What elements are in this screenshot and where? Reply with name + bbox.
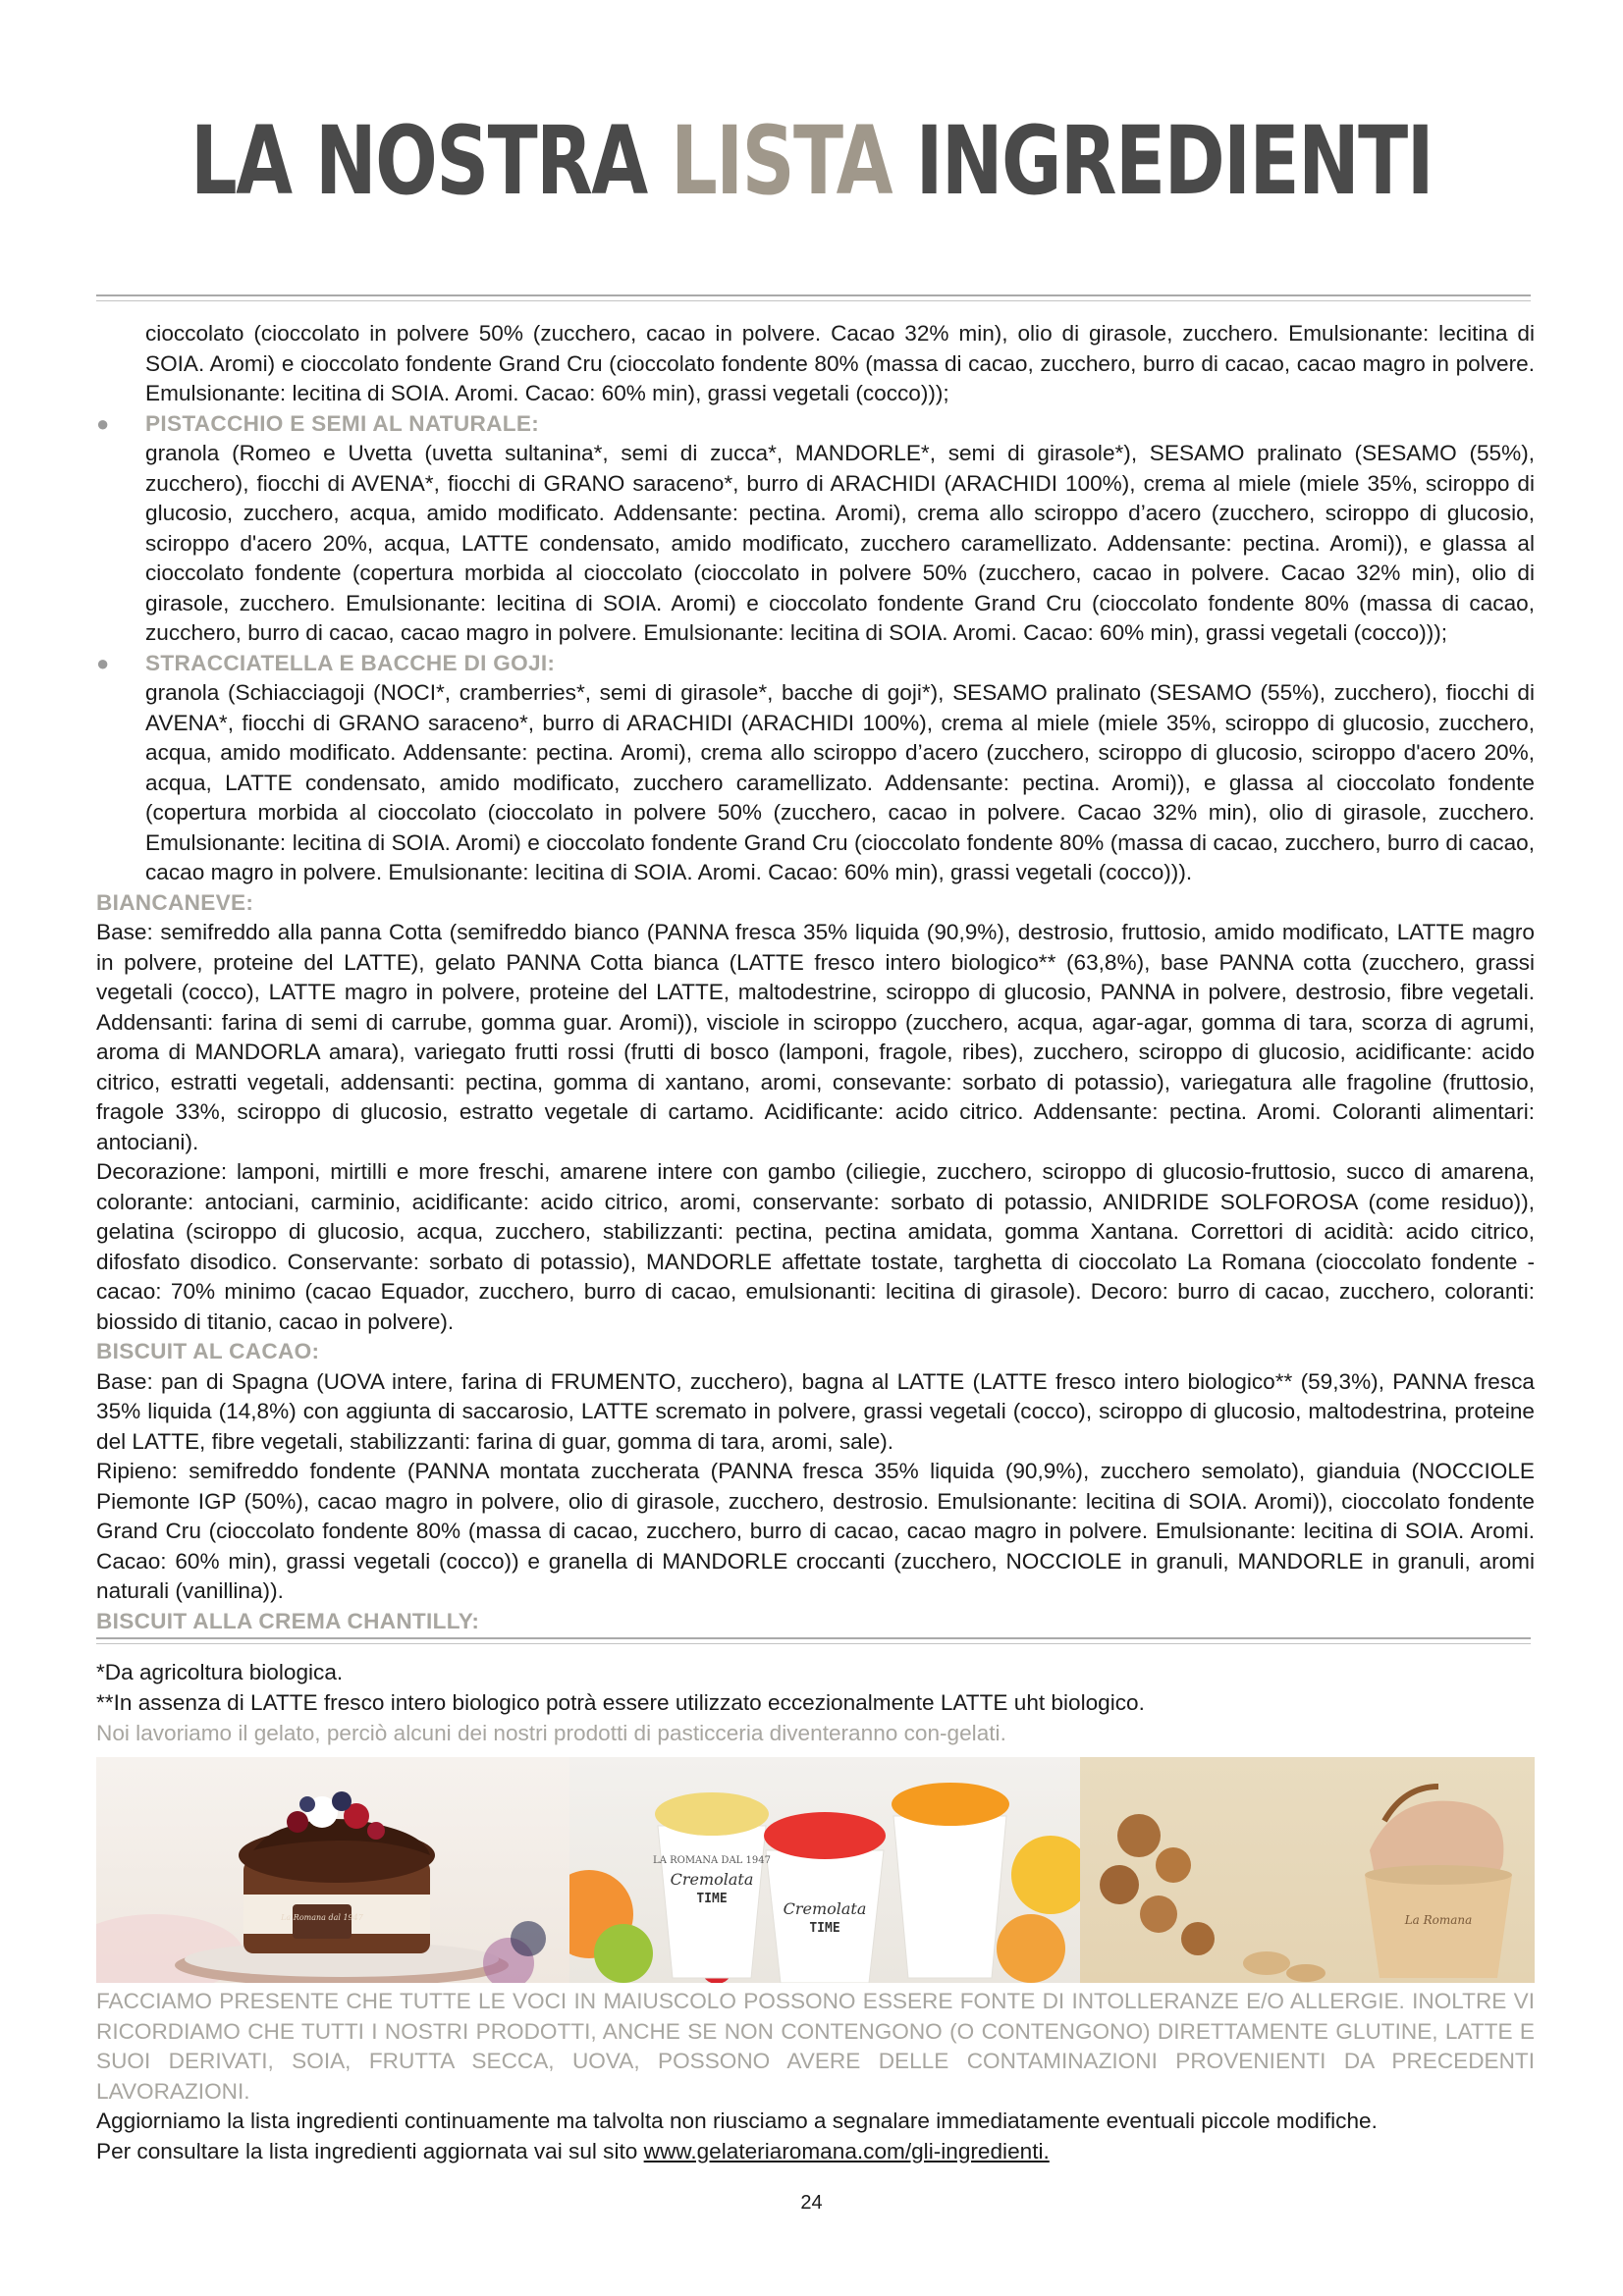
ingredients-content bbox=[96, 319, 1535, 1636]
bullet-icon: ● bbox=[96, 650, 110, 675]
cup-mid-label: Cremolata bbox=[783, 1899, 867, 1918]
update-note: Aggiorniamo la lista ingredienti continuamente ma talvolta non riusciamo a segnalare immediatamente eventuali piccole modifiche. bbox=[96, 2109, 1378, 2133]
footer-notice bbox=[96, 1987, 1535, 2166]
allergen-notice: FACCIAMO PRESENTE CHE TUTTE LE VOCI IN MAIUSCOLO POSSONO ESSERE FONTE DI INTOLLERANZE E/O ALLERGIE. INOLTRE VI RICORDIAMO CHE TUTTI I NOSTRI PRODOTTI, ANCHE SE NON CONTENGONO (O CONTENGONO) DIRETTAMENTE GLUTINE, LATTE E SUOI DERIVATI, SOIA, FRUTTA SECCA, UOVA, POSSONO AVERE DELLE CONTAMINAZIONI PROVENIENTI DA PRECEDENTI LAVORAZIONI. bbox=[96, 1989, 1535, 2104]
note-congelati: Noi lavoriamo il gelato, perciò alcuni dei nostri prodotti di pasticceria diventeranno con-gelati. bbox=[96, 1721, 1006, 1745]
bullet-pistacchio bbox=[96, 409, 1535, 440]
biancaneve-base: Base: semifreddo alla panna Cotta (semifreddo bianco (PANNA fresca 35% liquida (90,9%), destrosio, fruttosio, amido modificato, LATTE magro in polvere, proteine del LATTE), gelato PANNA Cotta bianca (LATTE fresco intero biologico** (63,8%), base PANNA cotta (zucchero, grassi vegetali (cocco), LATTE magro in polvere, proteine del LATTE, maltodestrine, sciroppo di glucosio, PANNA in polvere, destrosio, fibre vegetali. Addensanti: farina di semi di carrube, gomma guar. Aromi)), visciole in sciroppo (zucchero, acqua, agar-agar, gomma di tara, scorza di agrumi, aroma di MANDORLA amara), variegato frutti rossi (frutti di bosco (lamponi, fragole, ribes), zucchero, sciroppo di glucosio, acidificante: acido citrico, estratti vegetali, addensanti: pectina, gomma di xantano, aromi, consevante: sorbato di potassio), variegatura alle fragoline (fruttosio, fragole 33%, sciroppo di glucosio, estratto vegetale di cartamo. Acidificante: acido citrico. Addensante: pectina. Aromi. Coloranti alimentari: antociani). bbox=[96, 920, 1535, 1154]
continued-text: cioccolato (cioccolato in polvere 50% (zucchero, cacao in polvere. Cacao 32% min), olio di girasole, zucchero. Emulsionante: lecitina di SOIA. Aromi) e cioccolato fondente Grand Cru (cioccolato fondente 80% (massa di cacao, zucchero, burro di cacao, cacao magro in polvere. Emulsionante: lecitina di SOIA. Aromi. Cacao: 60% min), grassi vegetali (cocco))); bbox=[145, 321, 1535, 405]
title-part1: LA NOSTRA bbox=[190, 106, 647, 216]
cup-mid-label-time: TIME bbox=[809, 1921, 840, 1936]
cake-plate-label: La Romana dal 1947 bbox=[281, 1913, 363, 1922]
page-number: 24 bbox=[800, 2192, 823, 2214]
cup-label-time: TIME bbox=[696, 1892, 728, 1906]
consult-line bbox=[96, 2137, 1535, 2167]
biscuit-chantilly-heading: BISCUIT ALLA CREMA CHANTILLY: bbox=[96, 1608, 480, 1633]
biancaneve-heading: BIANCANEVE: bbox=[96, 889, 254, 915]
biscuit-cacao-base: Base: pan di Spagna (UOVA intere, farina di FRUMENTO, zucchero), bagna al LATTE (LATTE fresco intero biologico** (59,3%), PANNA fresca 35% liquida (14,8%) con aggiunta di saccarosio, LATTE scremato in polvere, grassi vegetali (cocco), sciroppo di glucosio, maltodestrina, proteine del LATTE, fibre vegetali, stabilizzanti: farina di guar, gomma di tara, aromi, sale). bbox=[96, 1368, 1535, 1454]
product-photos bbox=[96, 1757, 1535, 1983]
page-title bbox=[179, 106, 1444, 216]
gelato-tub-photo bbox=[1080, 1757, 1535, 1983]
note-bio: *Da agricoltura biologica. bbox=[96, 1660, 344, 1684]
biancaneve-decorazione: Decorazione: lamponi, mirtilli e more freschi, amarene intere con gambo (ciliegie, zucchero, sciroppo di glucosio-fruttosio, succo di amarena, colorante: antociani, carminio, acidificante: acido citrico, aromi, conservante: sorbato di potassio, ANIDRIDE SOLFOROSA (come residuo)), gelatina (sciroppo di glucosio, acqua, zucchero, stabilizzanti: pectina, pectina amidata, gomma Xantana. Correttori di acidità: acido citrico, difosfato disodico. Conservante: sorbato di potassio), MANDORLE affettate tostate, targhetta di cioccolato La Romana (cioccolato fondente - cacao: 70% minimo (cacao Equador, zucchero, burro di cacao, emulsionanti: lecitina di girasole). Decoro: burro di cacao, zucchero, coloranti: biossido di titanio, cacao in polvere). bbox=[96, 1159, 1535, 1334]
tub-brand-label: La Romana bbox=[1404, 1913, 1473, 1927]
note-uht: **In assenza di LATTE fresco intero biologico potrà essere utilizzato eccezionalmente LATTE uht biologico. bbox=[96, 1690, 1145, 1715]
stracciatella-text: granola (Schiacciagoji (NOCI*, cramberries*, semi di girasole*, bacche di goji*), SESAMO pralinato (SESAMO (55%), zucchero), fiocchi di AVENA*, fiocchi di GRANO saraceno*, burro di ARACHIDI (ARACHIDI 100%), crema al miele (miele 35%, sciroppo di glucosio, zucchero, acqua, amido modificato. Addensante: pectina. Aromi), crema allo sciroppo d’acero (zucchero, sciroppo di glucosio, sciroppo d'acero 20%, acqua, LATTE condensato, amido modificato, zucchero caramellizato. Addensante: pectina. Aromi)), e glassa al cioccolato fondente (copertura morbida al cioccolato (cioccolato in polvere 50% (zucchero, cacao in polvere. Cacao 32% min), olio di girasole, zucchero. Emulsionante: lecitina di SOIA. Aromi) e cioccolato fondente Grand Cru (cioccolato fondente 80% (massa di cacao, zucchero, burro di cacao, cacao magro in polvere. Emulsionante: lecitina di SOIA. Aromi. Cacao: 60% min), grassi vegetali (cocco))). bbox=[145, 680, 1535, 884]
consult-prefix: Per consultare la lista ingredienti aggiornata vai sul sito bbox=[96, 2138, 644, 2163]
cup-label: Cremolata bbox=[670, 1870, 754, 1889]
title-part2: INGREDIENTI bbox=[915, 106, 1433, 216]
cup-brand-label: LA ROMANA DAL 1947 bbox=[653, 1855, 771, 1866]
cake-photo bbox=[96, 1757, 569, 1983]
biscuit-cacao-heading: BISCUIT AL CACAO: bbox=[96, 1339, 320, 1363]
stracciatella-heading: STRACCIATELLA E BACCHE DI GOJI: bbox=[145, 650, 556, 675]
bullet-stracciatella bbox=[96, 649, 1535, 679]
pistacchio-text: granola (Romeo e Uvetta (uvetta sultanina*, semi di zucca*, MANDORLE*, semi di girasole*), SESAMO pralinato (SESAMO (55%), zucchero), fiocchi di AVENA*, fiocchi di GRANO saraceno*, burro di ARACHIDI (ARACHIDI 100%), crema al miele (miele 35%, sciroppo di glucosio, zucchero, acqua, amido modificato. Addensante: pectina. Aromi), crema allo sciroppo d’acero (zucchero, sciroppo di glucosio, sciroppo d'acero 20%, acqua, LATTE condensato, amido modificato, zucchero caramellizato. Addensante: pectina. Aromi)), e glassa al cioccolato fondente (copertura morbida al cioccolato (cioccolato in polvere 50% (zucchero, cacao in polvere. Cacao 32% min), olio di girasole, zucchero. Emulsionante: lecitina di SOIA. Aromi) e cioccolato fondente Grand Cru (cioccolato fondente 80% (massa di cacao, zucchero, burro di cacao, cacao magro in polvere. Emulsionante: lecitina di SOIA. Aromi. Cacao: 60% min), grassi vegetali (cocco))); bbox=[145, 441, 1535, 645]
ingredients-link[interactable]: www.gelateriaromana.com/gli-ingredienti. bbox=[643, 2138, 1050, 2163]
bottom-divider bbox=[96, 1637, 1531, 1644]
footnotes bbox=[96, 1657, 1535, 1748]
cremolata-photo bbox=[569, 1757, 1080, 1983]
bullet-icon: ● bbox=[96, 410, 110, 436]
biscuit-cacao-ripieno: Ripieno: semifreddo fondente (PANNA montata zuccherata (PANNA fresca 35% liquida (90,9%), zucchero semolato), gianduia (NOCCIOLE Piemonte IGP (50%), cacao magro in polvere, olio di girasole, zucchero, destrosio. Emulsionante: lecitina di SOIA. Aromi)), cioccolato fondente Grand Cru (cioccolato fondente 80% (massa di cacao, zucchero, burro di cacao, cacao magro in polvere. Emulsionante: lecitina di SOIA. Aromi. Cacao: 60% min), grassi vegetali (cocco)) e granella di MANDORLE croccanti (zucchero, NOCCIOLE in granuli, MANDORLE in granuli, aromi naturali (vanillina)). bbox=[96, 1459, 1535, 1603]
top-divider bbox=[96, 294, 1531, 301]
title-accent: LISTA bbox=[671, 106, 893, 216]
pistacchio-heading: PISTACCHIO E SEMI AL NATURALE: bbox=[145, 410, 540, 436]
